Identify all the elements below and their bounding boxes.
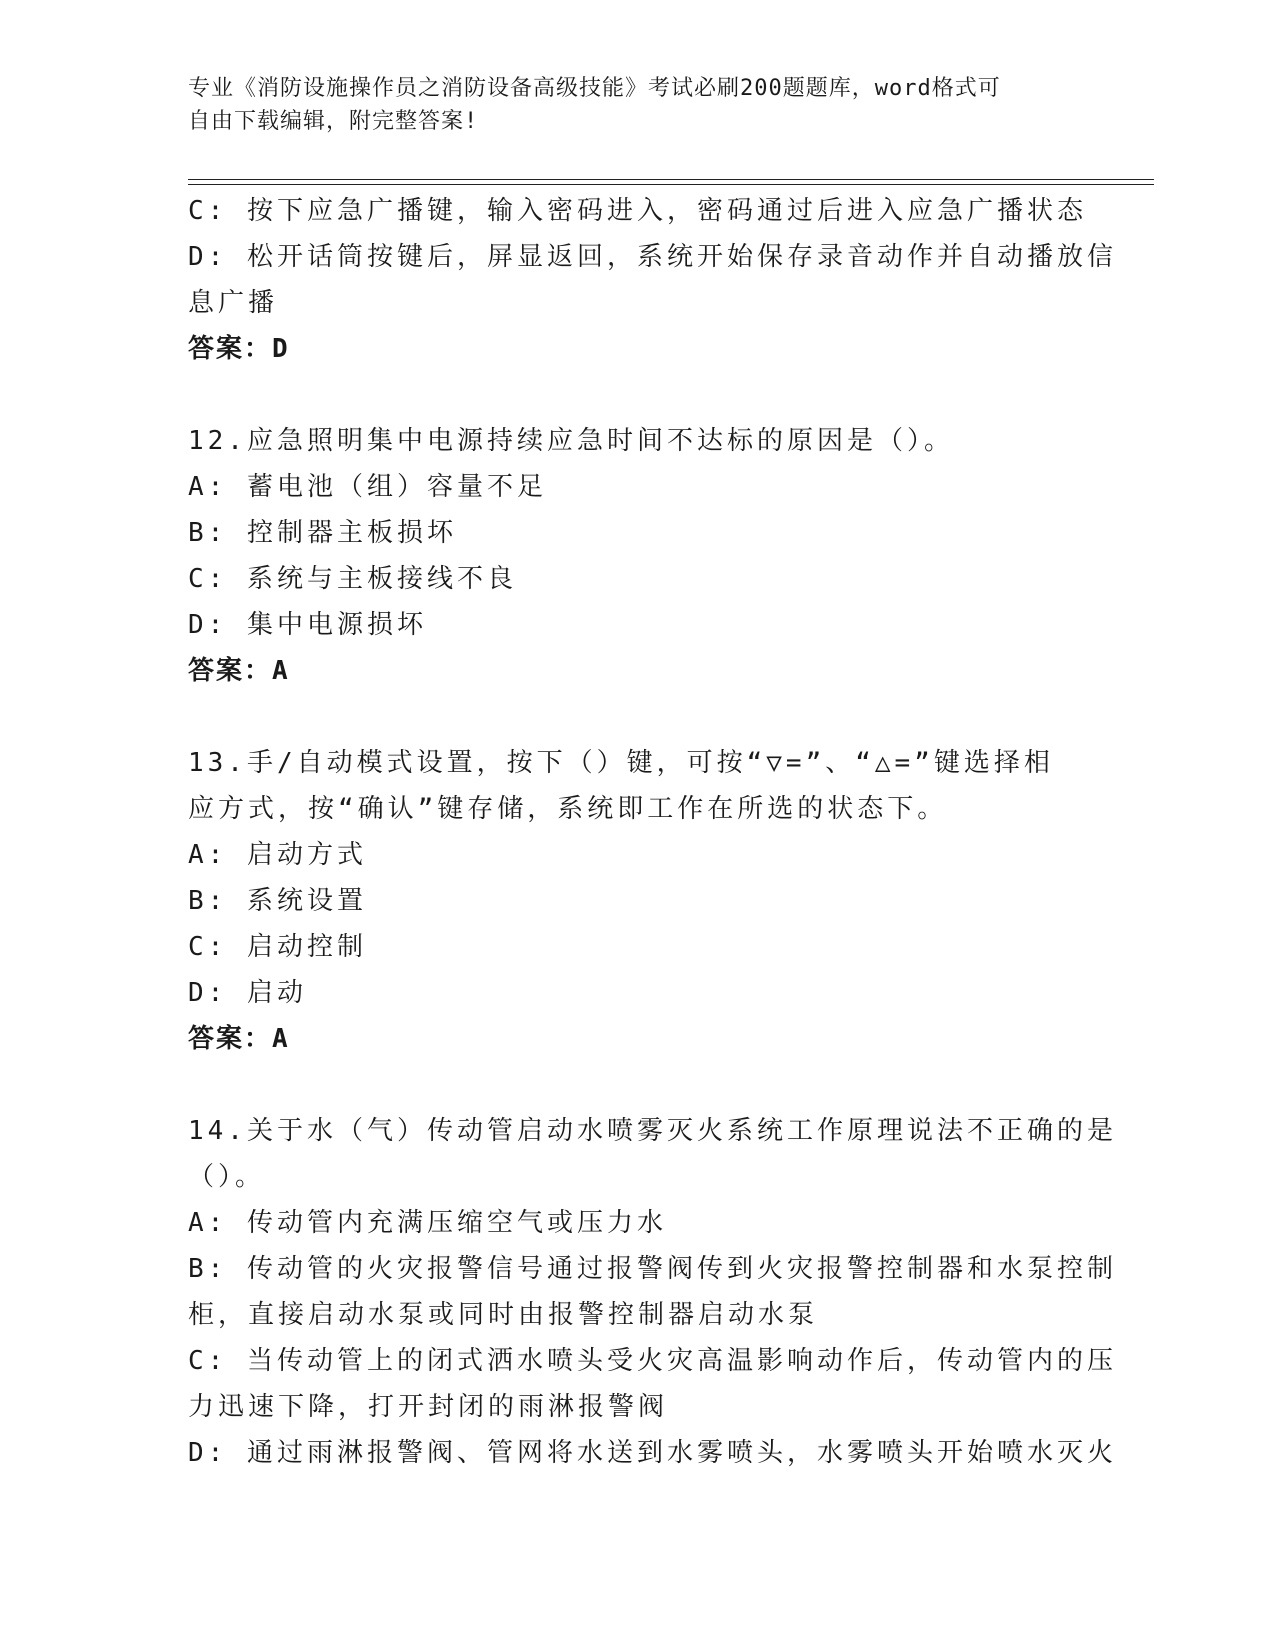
question-12-block	[188, 418, 1088, 694]
q14-option-a: A: 传动管内充满压缩空气或压力水	[188, 1208, 667, 1238]
header-title-line-2: 自由下载编辑，附完整答案!	[188, 109, 479, 134]
q14-option-b-line-2: 柜，直接启动水泵或同时由报警控制器启动水泵	[188, 1300, 819, 1330]
q12-answer: 答案：A	[188, 656, 290, 686]
q12-question: 12.应急照明集中电源持续应急时间不达标的原因是（）。	[188, 426, 954, 456]
q13-option-b: B: 系统设置	[188, 886, 367, 916]
q14-option-c-line-1: C: 当传动管上的闭式洒水喷头受火灾高温影响动作后，传动管内的压	[188, 1346, 1117, 1376]
q13-option-a: A: 启动方式	[188, 840, 367, 870]
header-divider-bottom	[188, 184, 1154, 185]
question-14-block	[188, 1108, 1117, 1476]
q13-option-c: C: 启动控制	[188, 932, 367, 962]
q11-option-d-line-2: 息广播	[188, 288, 279, 318]
q11-answer: 答案：D	[188, 334, 290, 364]
q13-option-d: D: 启动	[188, 978, 307, 1008]
q12-option-d: D: 集中电源损坏	[188, 610, 427, 640]
q12-option-b: B: 控制器主板损坏	[188, 518, 457, 548]
document-header	[188, 72, 1068, 138]
q12-option-a: A: 蓄电池（组）容量不足	[188, 472, 547, 502]
q11-option-d-line-1: D: 松开话筒按键后，屏显返回，系统开始保存录音动作并自动播放信	[188, 242, 1117, 272]
header-divider-top	[188, 179, 1154, 180]
spacer	[188, 372, 1088, 418]
q14-question-line-2: （）。	[188, 1162, 266, 1192]
question-11-block	[188, 188, 1117, 372]
q13-question-line-1: 13.手/自动模式设置，按下（）键，可按“▽=”、“△=”键选择相	[188, 748, 1054, 778]
q13-answer: 答案：A	[188, 1024, 290, 1054]
q14-question-line-1: 14.关于水（气）传动管启动水喷雾灭火系统工作原理说法不正确的是	[188, 1116, 1117, 1146]
q11-option-c: C: 按下应急广播键，输入密码进入，密码通过后进入应急广播状态	[188, 196, 1087, 226]
header-title-line-1: 专业《消防设施操作员之消防设备高级技能》考试必刷200题题库，word格式可	[188, 76, 1001, 101]
question-list	[188, 188, 1117, 1476]
spacer	[188, 1062, 1088, 1108]
q14-option-c-line-2: 力迅速下降，打开封闭的雨淋报警阀	[188, 1392, 669, 1422]
q13-question-line-2: 应方式，按“确认”键存储，系统即工作在所选的状态下。	[188, 794, 948, 824]
q14-option-b-line-1: B: 传动管的火灾报警信号通过报警阀传到火灾报警控制器和水泵控制	[188, 1254, 1117, 1284]
q14-option-d: D: 通过雨淋报警阀、管网将水送到水雾喷头，水雾喷头开始喷水灭火	[188, 1438, 1117, 1468]
spacer	[188, 694, 1088, 740]
q12-option-c: C: 系统与主板接线不良	[188, 564, 517, 594]
question-13-block	[188, 740, 1088, 1062]
